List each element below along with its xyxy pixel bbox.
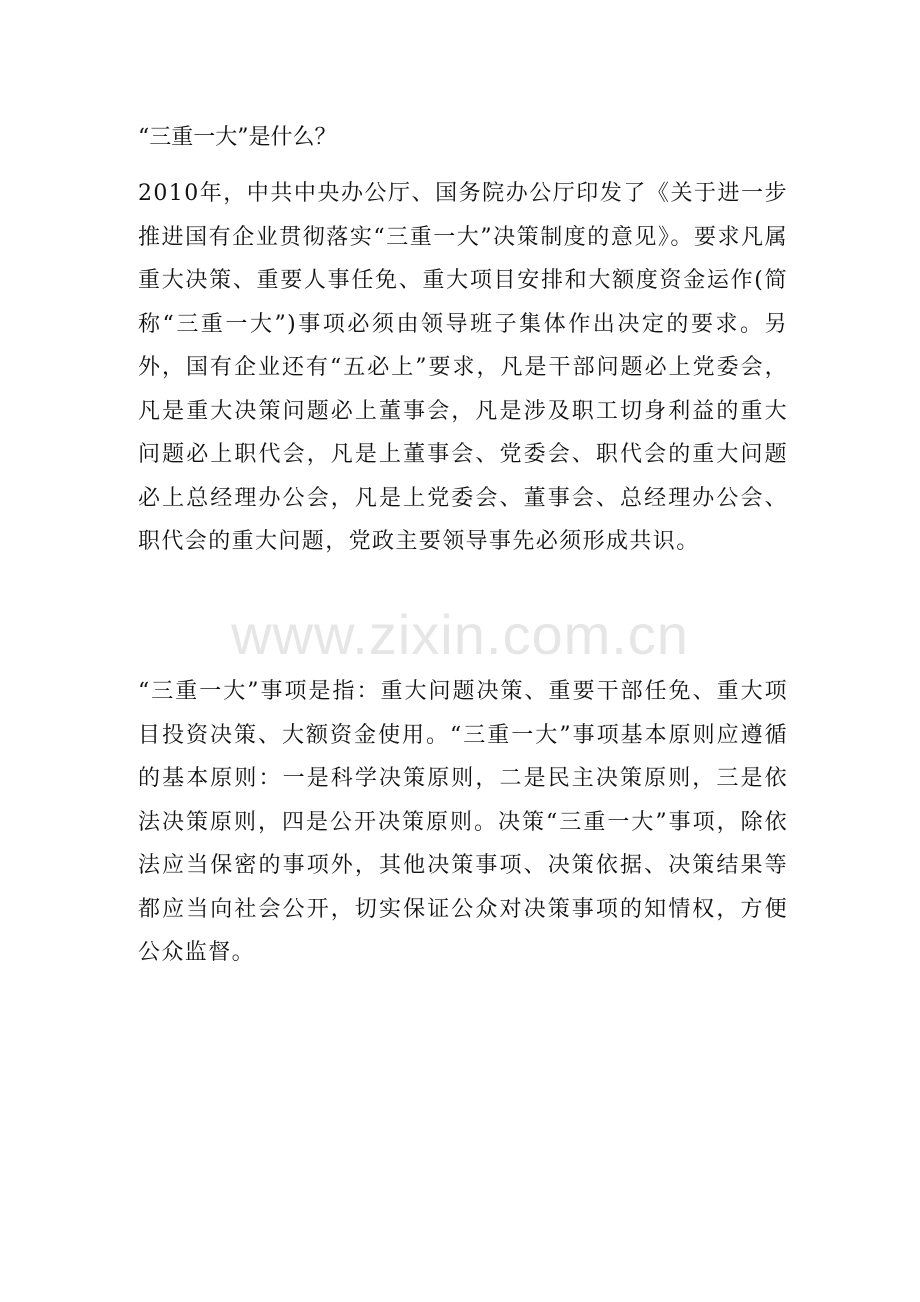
document-heading: “三重一大”是什么？: [138, 125, 337, 150]
watermark: www.zixin.com.cn: [231, 603, 689, 666]
paragraph-2: “三重一大”事项是指：重大问题决策、重要干部任免、重大项目投资决策、大额资金使用。“三重一大”事项基本原则应遵循的基本原则：一是科学决策原则，二是民主决策原则，三是依法决策原则，四是公开决策原则。决策“三重一大”事项，除依法应当保密的事项外，其他决策事项、决策依据、决策结果等都应当向社会公开，切实保证公众对决策事项的知情权，方便公众监督。: [138, 679, 788, 965]
paragraph-1: 2010年，中共中央办公厅、国务院办公厅印发了《关于进一步推进国有企业贯彻落实“三重一大”决策制度的意见》。要求凡属重大决策、重要人事任免、重大项目安排和大额度资金运作(简称“三重一大”)事项必须由领导班子集体作出决定的要求。另外，国有企业还有“五必上”要求，凡是干部问题必上党委会，凡是重大决策问题必上董事会，凡是涉及职工切身利益的重大问题必上职代会，凡是上董事会、党委会、职代会的重大问题必上总经理办公会，凡是上党委会、董事会、总经理办公会、职代会的重大问题，党政主要领导事先必须形成共识。: [138, 181, 788, 554]
